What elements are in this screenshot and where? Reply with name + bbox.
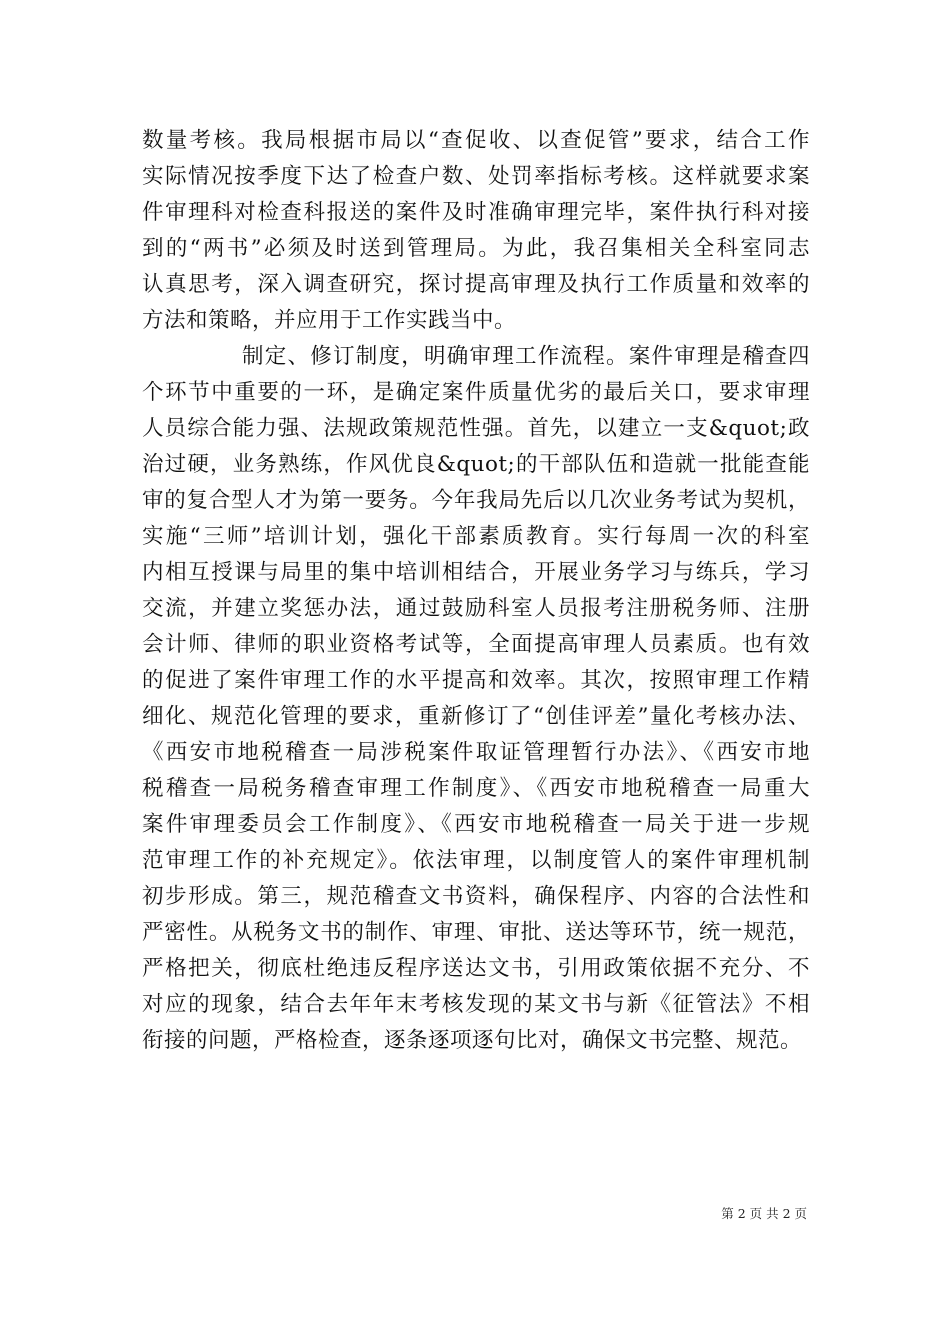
text-line: 实际情况按季度下达了检查户数、处罚率指标考核。这样就要求案 <box>142 164 810 189</box>
text-line: 的促进了案件审理工作的水平提高和效率。其次，按照审理工作精 <box>142 668 810 693</box>
text-line: 件审理科对检查科报送的案件及时准确审理完毕，案件执行科对接 <box>142 200 810 225</box>
text-line: 会计师、律师的职业资格考试等，全面提高审理人员素质。也有效 <box>142 632 810 657</box>
text-line: 细化、规范化管理的要求，重新修订了“创佳评差”量化考核办法、 <box>142 704 810 729</box>
text-line: 案件审理委员会工作制度》、《西安市地税稽查一局关于进一步规 <box>142 812 810 837</box>
text-line: 认真思考，深入调查研究，探讨提高审理及执行工作质量和效率的 <box>142 272 810 297</box>
text-line: 衔接的问题，严格检查，逐条逐项逐句比对，确保文书完整、规范。 <box>142 1028 803 1053</box>
paragraph <box>142 123 810 339</box>
text-line: 严格把关，彻底杜绝违反程序送达文书，引用政策依据不充分、不 <box>142 956 810 981</box>
text-line: 审的复合型人才为第一要务。今年我局先后以几次业务考试为契机， <box>142 488 810 513</box>
text-line: 个环节中重要的一环，是确定案件质量优劣的最后关口，要求审理 <box>142 380 810 405</box>
page-number-footer: 第 2 页 共 2 页 <box>721 1206 807 1221</box>
text-line: 到的“两书”必须及时送到管理局。为此，我召集相关全科室同志 <box>142 236 810 261</box>
text-line: 《西安市地税稽查一局涉税案件取证管理暂行办法》、《西安市地 <box>142 740 810 765</box>
text-line: 方法和策略，并应用于工作实践当中。 <box>142 308 517 333</box>
text-line: 范审理工作的补充规定》。依法审理，以制度管人的案件审理机制 <box>142 848 810 873</box>
text-line: 税稽查一局税务稽查审理工作制度》、《西安市地税稽查一局重大 <box>142 776 810 801</box>
text-line: 人员综合能力强、法规政策规范性强。首先，以建立一支&quot;政 <box>142 416 810 441</box>
text-line: 治过硬，业务熟练，作风优良&quot;的干部队伍和造就一批能查能 <box>142 452 810 477</box>
document-body <box>142 123 810 1059</box>
text-line: 严密性。从税务文书的制作、审理、审批、送达等环节，统一规范， <box>142 920 810 945</box>
text-line: 交流，并建立奖惩办法，通过鼓励科室人员报考注册税务师、注册 <box>142 596 810 621</box>
paragraph <box>142 339 810 1059</box>
text-line: 实施“三师”培训计划，强化干部素质教育。实行每周一次的科室 <box>142 524 810 549</box>
text-line: 对应的现象，结合去年年末考核发现的某文书与新《征管法》不相 <box>142 992 810 1017</box>
text-line: 制定、修订制度，明确审理工作流程。案件审理是稽查四 <box>242 344 810 369</box>
text-line: 初步形成。第三，规范稽查文书资料，确保程序、内容的合法性和 <box>142 884 810 909</box>
text-line: 数量考核。我局根据市局以“查促收、以查促管”要求，结合工作 <box>142 128 810 153</box>
text-line: 内相互授课与局里的集中培训相结合，开展业务学习与练兵，学习 <box>142 560 810 585</box>
